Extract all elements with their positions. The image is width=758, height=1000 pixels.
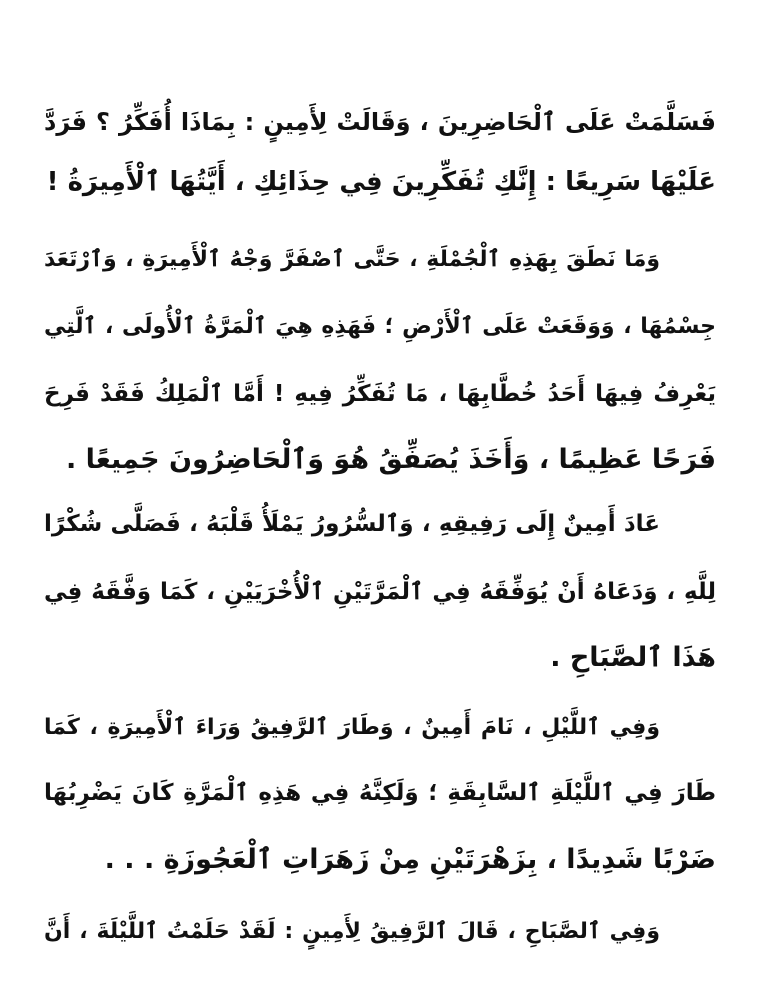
text-line: عَادَ أَمِينٌ إِلَى رَفِيقِهِ ، وَٱلسُّرُورُ يَمْلَأُ قَلْبَهُ ، فَصَلَّى شُكْرًا: [44, 511, 660, 537]
text-line: لِلَّهِ ، وَدَعَاهُ أَنْ يُوَفِّقَهُ فِي ٱلْمَرَّتَيْنِ ٱلْأُخْرَيَيْنِ ، كَمَا وَفَّقَهُ فِي: [44, 579, 716, 605]
text-line: عَلَيْهَا سَرِيعًا : إِنَّكِ تُفَكِّرِينَ فِي حِذَائِكِ ، أَيَّتُهَا ٱلْأَمِيرَةُ !: [46, 167, 716, 197]
text-line: فَسَلَّمَتْ عَلَى ٱلْحَاضِرِينَ ، وَقَالَتْ لِأَمِينٍ : بِمَاذَا أُفَكِّرُ ؟ فَرَدَّ: [44, 108, 716, 136]
text-line: جِسْمُهَا ، وَوَقَعَتْ عَلَى ٱلْأَرْضِ ؛ فَهَذِهِ هِيَ ٱلْمَرَّةُ ٱلْأُولَى ، ٱلَّتِي: [44, 314, 716, 339]
text-line: وَفِي ٱللَّيْلِ ، نَامَ أَمِينٌ ، وَطَارَ ٱلرَّفِيقُ وَرَاءَ ٱلْأَمِيرَةِ ، كَمَا: [44, 715, 660, 740]
text-line: طَارَ فِي ٱللَّيْلَةِ ٱلسَّابِقَةِ ؛ وَلَكِنَّهُ فِي هَذِهِ ٱلْمَرَّةِ كَانَ يَضْرِبُهَا: [44, 780, 716, 806]
text-line: وَمَا نَطَقَ بِهَذِهِ ٱلْجُمْلَةِ ، حَتَّى ٱصْفَرَّ وَجْهُ ٱلْأَمِيرَةِ ، وَٱرْتَعَدَ: [44, 247, 660, 272]
text-line: وَفِي ٱلصَّبَاحِ ، قَالَ ٱلرَّفِيقُ لِأَمِينٍ : لَقَدْ حَلَمْتُ ٱللَّيْلَةَ ، أَنَّ: [44, 919, 660, 944]
text-line: يَعْرِفُ فِيهَا أَحَدُ خُطَّابِهَا ، مَا تُفَكِّرُ فِيهِ ! أَمَّا ٱلْمَلِكُ فَقَدْ فَرِحَ: [44, 381, 716, 407]
text-line: ضَرْبًا شَدِيدًا ، بِزَهْرَتَيْنِ مِنْ زَهَرَاتِ ٱلْعَجُوزَةِ . . .: [104, 844, 716, 875]
text-line: هَذَا ٱلصَّبَاحِ .: [550, 642, 716, 673]
text-line: فَرَحًا عَظِيمًا ، وَأَخَذَ يُصَفِّقُ هُوَ وَٱلْحَاضِرُونَ جَمِيعًا .: [65, 444, 716, 475]
